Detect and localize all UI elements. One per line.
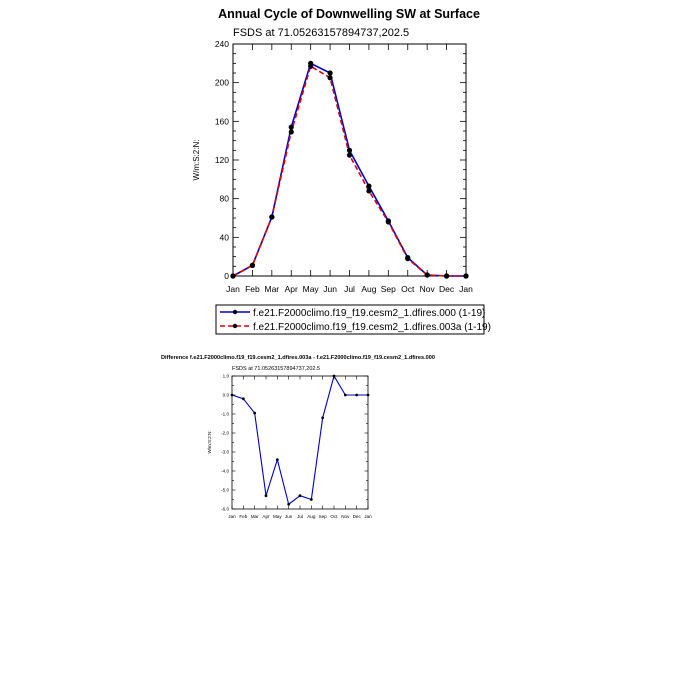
x-tick-label: Oct <box>330 514 338 519</box>
data-point <box>242 397 245 400</box>
y-tick-label: -2.0 <box>221 430 229 436</box>
data-point <box>230 273 235 278</box>
x-tick-label: Feb <box>239 514 248 519</box>
series-line-1 <box>233 63 466 276</box>
data-point <box>444 273 449 278</box>
x-tick-label: Apr <box>284 284 298 294</box>
x-tick-label: Nov <box>419 284 435 294</box>
y-tick-label: 40 <box>219 232 229 243</box>
data-point <box>289 125 294 130</box>
y-tick-label: 120 <box>214 154 229 165</box>
y-tick-label: 80 <box>219 193 229 204</box>
x-tick-label: Sep <box>380 284 396 294</box>
data-point <box>366 184 371 189</box>
x-tick-label: Dec <box>439 284 455 294</box>
data-point <box>425 272 430 277</box>
series-lines <box>231 375 370 506</box>
difference-chart <box>161 355 435 519</box>
x-tick-label: Sep <box>318 514 327 519</box>
x-tick-label: Jan <box>364 514 372 519</box>
data-point <box>289 129 294 134</box>
chart-title: Annual Cycle of Downwelling SW at Surface <box>218 7 480 21</box>
y-tick-label: -3.0 <box>221 449 229 455</box>
series-lines <box>230 61 468 279</box>
y-tick-label: 0 <box>224 270 229 281</box>
legend-label-series-1: f.e21.F2000climo.f19_f19.cesm2_1.dfires.000 (1-19) <box>253 308 486 319</box>
x-tick-label: Jan <box>226 284 240 294</box>
legend <box>216 305 491 334</box>
x-tick-label: Jul <box>297 514 303 519</box>
chart-subtitle: FSDS at 71.05263157894737,202.5 <box>233 27 410 39</box>
chart-subtitle: FSDS at 71.05263157894737,202.5 <box>232 366 321 372</box>
data-point <box>386 219 391 224</box>
x-tick-label: Oct <box>401 284 415 294</box>
x-tick-label: May <box>272 514 282 519</box>
y-tick-label: 200 <box>214 77 229 88</box>
y-tick-label: 160 <box>214 116 229 127</box>
data-point <box>287 503 290 506</box>
data-point <box>347 153 352 158</box>
x-tick-label: Apr <box>262 514 270 519</box>
x-tick-label: Aug <box>361 284 377 294</box>
data-point <box>308 64 313 69</box>
y-tick-label: -1.0 <box>221 411 229 417</box>
y-axis-label: W/m:S:2:N: <box>192 139 201 181</box>
data-point <box>269 214 274 219</box>
data-point <box>333 375 336 378</box>
legend-marker-series-2 <box>233 324 237 328</box>
data-point <box>310 498 313 501</box>
data-point <box>355 394 358 397</box>
data-point <box>253 412 256 415</box>
y-tick-label: -4.0 <box>221 468 229 474</box>
y-axis-label: W/m:S:2:N: <box>207 430 212 454</box>
data-point <box>327 75 332 80</box>
x-tick-label: Jun <box>323 284 337 294</box>
legend-label-series-2: f.e21.F2000climo.f19_f19.cesm2_1.dfires.003a (1-19) <box>253 322 491 333</box>
data-point <box>463 273 468 278</box>
data-point <box>366 188 371 193</box>
x-tick-label: Jan <box>459 284 473 294</box>
data-point <box>276 458 279 461</box>
data-point <box>265 494 268 497</box>
y-tick-label: 0.0 <box>222 392 229 398</box>
x-tick-label: Aug <box>307 514 316 519</box>
y-tick-label: 240 <box>214 38 229 49</box>
data-point <box>347 148 352 153</box>
x-tick-label: May <box>302 284 319 294</box>
y-tick-label: -6.0 <box>221 506 229 512</box>
data-point <box>231 394 234 397</box>
y-tick-label: -5.0 <box>221 487 229 493</box>
x-tick-label: Mar <box>264 284 280 294</box>
x-tick-label: Dec <box>352 514 361 519</box>
data-point <box>250 263 255 268</box>
series-line-2 <box>233 66 466 276</box>
data-point <box>299 494 302 497</box>
x-tick-label: Jan <box>228 514 236 519</box>
legend-marker-series-1 <box>233 310 237 314</box>
x-tick-label: Jun <box>284 514 293 519</box>
data-point <box>344 394 347 397</box>
data-point <box>321 416 324 419</box>
plot-frame <box>232 376 368 509</box>
plot-frame <box>233 44 466 276</box>
data-point <box>327 70 332 75</box>
data-point <box>405 256 410 261</box>
data-point <box>367 394 370 397</box>
x-tick-label: Feb <box>245 284 260 294</box>
x-tick-label: Nov <box>341 514 350 519</box>
series-line-1 <box>232 376 368 504</box>
x-tick-label: Mar <box>250 514 259 519</box>
y-tick-label: 1.0 <box>222 373 229 379</box>
axis-ticks <box>215 39 473 294</box>
x-tick-label: Jul <box>344 284 355 294</box>
annual-cycle-chart <box>192 7 491 334</box>
chart-title: Difference f.e21.F2000climo.f19_f19.cesm2_1.dfires.003a - f.e21.F2000climo.f19_f19.cesm2_1.dfires.000 <box>161 355 435 361</box>
